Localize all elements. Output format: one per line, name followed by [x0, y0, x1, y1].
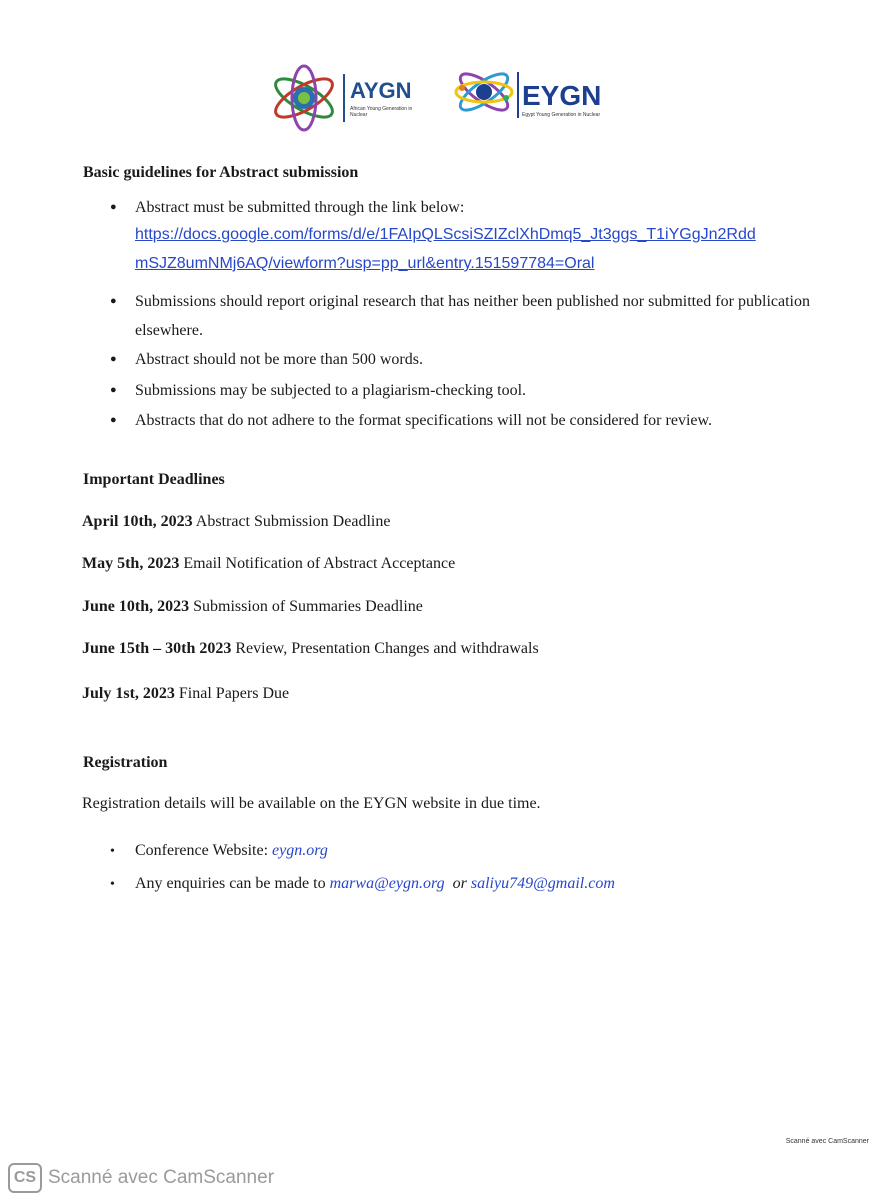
deadline-item [82, 555, 455, 573]
guideline-text: Abstract should not be more than 500 words. [135, 351, 423, 368]
aygn-tagline: African Young Generation in Nuclear [350, 106, 413, 118]
deadline-date: April 10th, 2023 [82, 513, 193, 530]
deadline-desc: Final Papers Due [174, 685, 290, 702]
camscanner-watermark-text: Scanné avec CamScanner [48, 1167, 275, 1188]
camscanner-small-label: Scanné avec CamScanner [785, 1138, 869, 1145]
deadline-item [82, 640, 539, 658]
eygn-wordmark: EYGN [522, 80, 602, 111]
guideline-text: Submissions should report original research that has neither been published nor submitted for publication elsewhere. [135, 293, 810, 339]
camscanner-watermark [8, 1162, 274, 1194]
bullet-icon [110, 406, 126, 437]
aygn-wordmark: AYGN [350, 78, 412, 103]
submission-link-line1[interactable]: https://docs.google.com/forms/d/e/1FAIpQLScsiSZIZclXhDmq5_Jt3ggs_T1iYGgJn2Rdd [135, 226, 756, 243]
website-link[interactable]: eygn.org [272, 842, 328, 859]
registration-list [110, 836, 830, 896]
deadline-date: July 1st, 2023 [82, 685, 175, 702]
deadline-item [82, 513, 390, 531]
deadline-item [82, 685, 289, 703]
deadlines-heading: Important Deadlines [83, 471, 225, 488]
deadline-desc: Abstract Submission Deadline [192, 513, 391, 530]
eygn-tagline: Egypt Young Generation in Nuclear [522, 112, 601, 118]
guideline-text: Abstract must be submitted through the link below: [135, 199, 465, 216]
bullet-icon [110, 376, 126, 407]
email-link-marwa[interactable]: marwa@eygn.org [329, 875, 445, 892]
guideline-text: Submissions may be subjected to a plagiarism-checking tool. [135, 382, 527, 399]
eygn-logo [452, 58, 612, 130]
camscanner-logo-icon: CS [8, 1163, 42, 1193]
guideline-text: Abstracts that do not adhere to the format specifications will not be considered for review. [135, 412, 712, 429]
deadline-date: June 15th – 30th 2023 [82, 640, 232, 657]
bullet-icon [110, 345, 126, 376]
submission-link-line2[interactable]: mSJZ8umNMj6AQ/viewform?usp=pp_url&entry.151597784=Oral [135, 255, 595, 272]
deadline-item [82, 598, 423, 616]
registration-details: Registration details will be available on the EYGN website in due time. [82, 795, 541, 812]
deadline-desc: Submission of Summaries Deadline [189, 598, 423, 615]
or-text: or [444, 875, 471, 892]
deadline-date: June 10th, 2023 [82, 598, 190, 615]
registration-heading: Registration [83, 754, 168, 771]
aygn-logo [268, 62, 428, 134]
guidelines-list [110, 193, 830, 443]
bullet-icon [110, 869, 126, 899]
guidelines-heading: Basic guidelines for Abstract submission [83, 164, 359, 181]
deadline-desc: Email Notification of Abstract Acceptance [179, 555, 456, 572]
bullet-icon [110, 836, 126, 866]
website-label: Conference Website: [135, 842, 273, 859]
bullet-icon [110, 287, 126, 318]
enquiry-label: Any enquiries can be made to [135, 875, 330, 892]
deadline-date: May 5th, 2023 [82, 555, 180, 572]
bullet-icon [110, 193, 126, 224]
email-link-saliyu[interactable]: saliyu749@gmail.com [470, 875, 615, 892]
deadline-desc: Review, Presentation Changes and withdrawals [231, 640, 539, 657]
